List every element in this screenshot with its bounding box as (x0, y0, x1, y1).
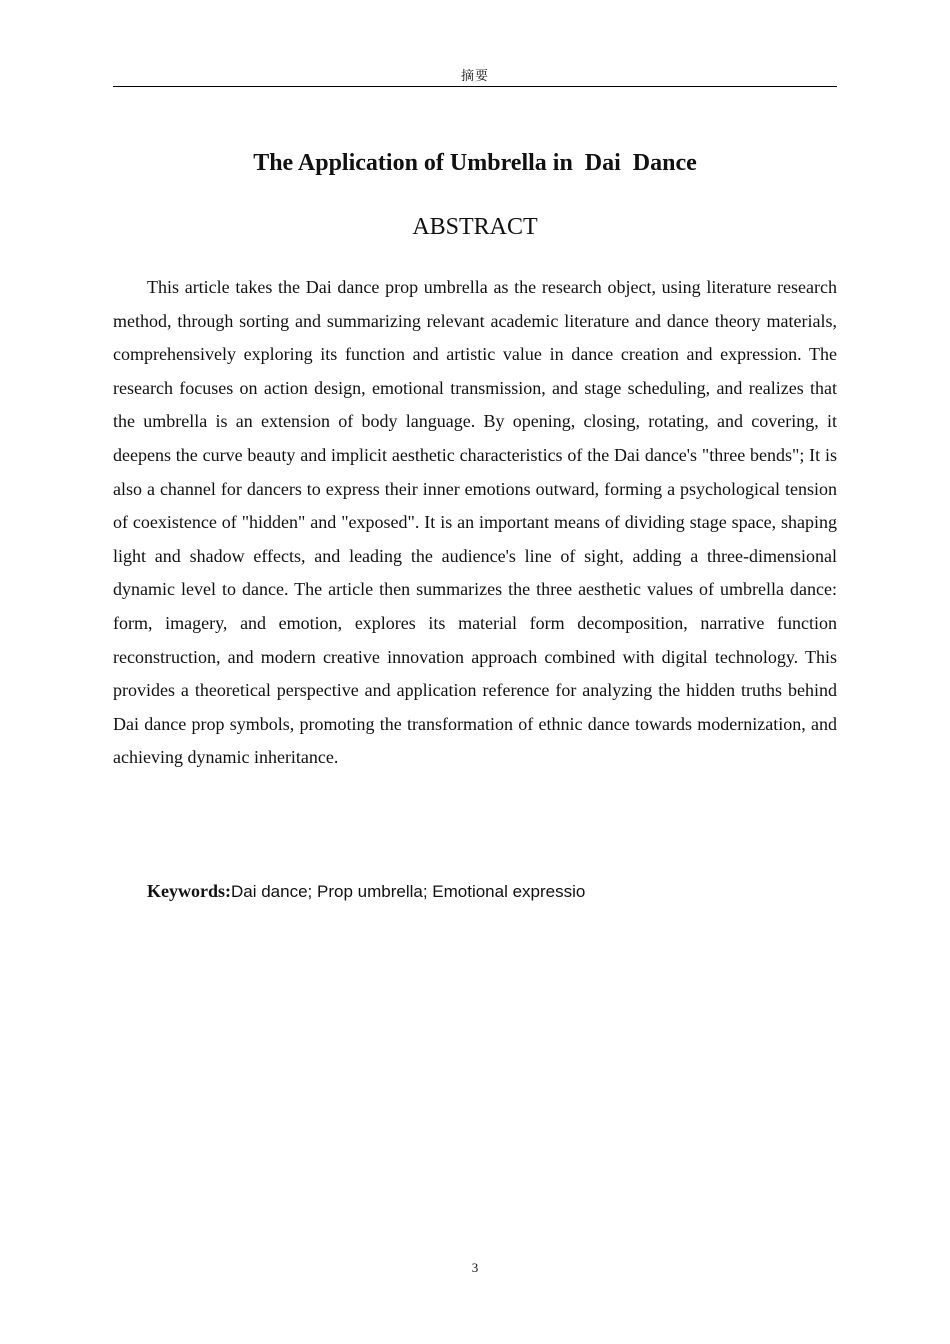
keywords-line (113, 875, 837, 908)
keywords-values: Dai dance; Prop umbrella; Emotional expressio (231, 882, 586, 901)
abstract-paragraph: This article takes the Dai dance prop umbrella as the research object, using literature research method, through sorting and summarizing relevant academic literature and dance theory materials, comprehensively exploring its function and artistic value in dance creation and expression. The research focuses on action design, emotional transmission, and stage scheduling, and realizes that the umbrella is an extension of body language. By opening, closing, rotating, and covering, it deepens the curve beauty and implicit aesthetic characteristics of the Dai dance's "three bends"; It is also a channel for dancers to express their inner emotions outward, forming a psychological tension of coexistence of "hidden" and "exposed". It is an important means of dividing stage space, shaping light and shadow effects, and leading the audience's line of sight, adding a three-dimensional dynamic level to dance. The article then summarizes the three aesthetic values of umbrella dance: form, imagery, and emotion, explores its material form decomposition, narrative function reconstruction, and modern creative innovation approach combined with digital technology. This provides a theoretical perspective and application reference for analyzing the hidden truths behind Dai dance prop symbols, promoting the transformation of ethnic dance towards modernization, and achieving dynamic inheritance. (113, 277, 837, 768)
paper-title: The Application of Umbrella in Dai Dance (253, 150, 697, 176)
keywords-label: Keywords: (147, 881, 231, 901)
running-header: 摘要 (113, 68, 837, 87)
page-number: 3 (471, 1260, 479, 1275)
abstract-heading: ABSTRACT (412, 214, 538, 240)
